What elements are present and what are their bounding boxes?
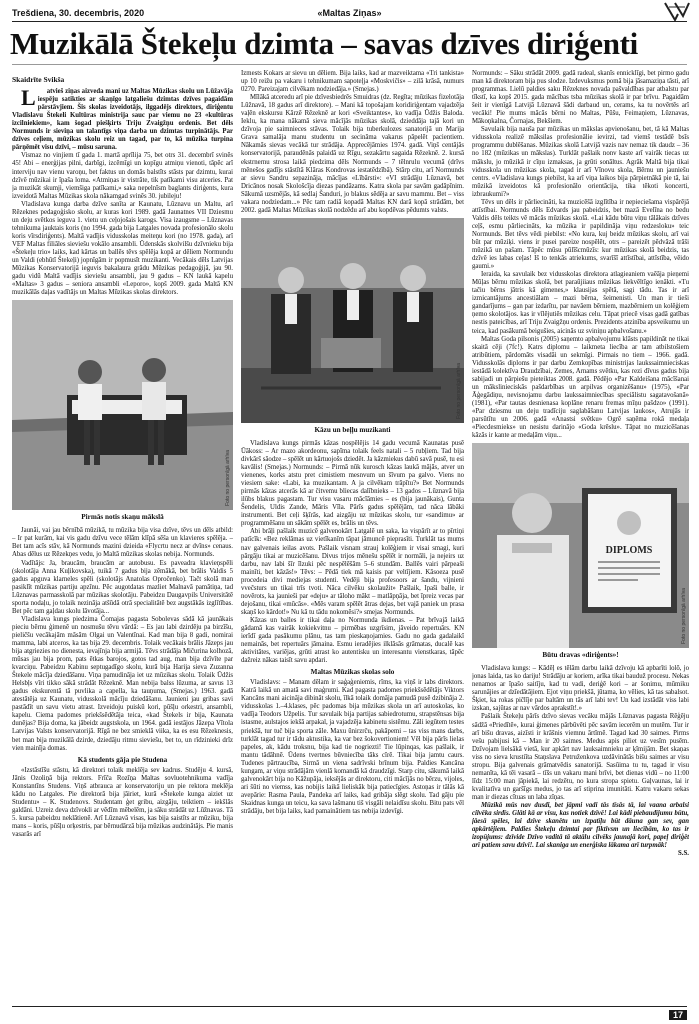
photo-caption: Pirmās notis skaņu mākslā [81, 513, 164, 522]
paragraph: Vladislavs: – Manam dēlam ir saģaģeniemis, rīms, ka viņš ir labs direktors. Katrā laikā un amatā savi maģrumi. Kad pagasta padomes priekšsēdētājs Viktors Kancāns mani aicināja dibināt skolu, īlkā tolaik domāja pamudā pusē dzibināja 2. vidusskolas 1.–4.klases, pēc padomas bija mūzikas skola un arī autoskolas, ko vadīja Teodors Užpelis. Tur savulaik bija partijas sabiedrotumu, strapstēnsas bija istasme, aulstajos iekšā arpakal, ja vajadzēja kabinetu sistēmu. Zāli iegūtem testes priekšā, tur tuč bija sporta zāle. Maxu ūnirzrču, pakāpemi – tas viss mans darbs, turklāt tagad tur ir tādu aktustika, ka var bez šokovertioniem! Vēl bija pārīs lielas papeles, ak, kādu troksnu, bija kad tie nogriezti! Tie lūpinqas, kas pašlaik, ir mantu tādāhnē. Ūdens tvertnes būvniecība tāks cīrē. Tikai bija jamtu caurs. Tudenes pārtraucība, Sirmā un viena sadrīvski brīnum bija. Paldies Kancāna kungam, ar viņu strādājām vienlā komandā kā draudzīgi. Starp citu, sākumā laikā galvenokārt bija no Kāžupāja, ieksējās ar direktoru, citi mācījās no bērzu, vijoles, ari šūti no viemss, kas nobijis laikā lieliskāk bija patiecīgies. Astoņas ir tālās kā avepārie: Rasma Paula, Pandeka arī laiks, kad gribāja slēgt skolu. Tad gāju pie Skaidnas kunga un teicu, ka sava lašmanu tiš visgāli nelaidīsu skolu. Bitu pats vēl strādāju, bet bija laiks, kad pamainātiem tas nebija izdevīgi. [241, 679, 464, 815]
column-2 [241, 70, 464, 1000]
headline-rule [12, 64, 687, 65]
page-footer [12, 1006, 687, 1020]
photo-image [12, 300, 233, 510]
photo-wedding-musicians [241, 218, 464, 423]
photo-beekeeper-diploma [472, 443, 689, 648]
photo-credit: Foto no personīgā arhīva [455, 362, 462, 419]
issue-date: Trešdiena, 30. decembris, 2020 [12, 8, 145, 18]
lead-text: atvieš ziņas aizveda mani uz Maltas Mūzikas skolu un Lūžavāja iespēju satikties ar skaņīgo latgaliešu dzimtas dzīves pagaidām pārstāvjiem. Šis skolas izveidotājs, ilggadējs direktors, diriģentu Vladislavu Štekeli Kultūras ministrija sauc par viemu no 23 «kultūras izcilniekiem», kam šogad piešķirts Triju Zvaigžņu ordenis. Bet dēls Normunds ir sieviņa un talantīgs viņa darba un dzimtas turpinātājs. Par dzīves ceļiem, mūzikas skolu reiz un tagad, par to, kā mūzika turpina pārņēmēt visu dzīvi, – mūsu saruna. [12, 88, 233, 152]
paragraph: Vladislava kungs piedzima Čomajas pagasta Sobolevas sādā kā jaunākais pieciu bērnu ģimenē un nosmušu tēvu vārdā: – Es jau labi dzirdēju pa birzīšu, pieličšu vecākajām māsām Olgai un Valentīnai. Kad man bija 8 gadi, nomirai mamma, labi atceros, ka tas bija 29. decembris. Tolaik vecākais brālis Jāzeps jau bija atgriezies no dienesta, ievajīnja bija armijā. Tēvs strādāja Mičurina kolhozā, mūsas jau bija prom, pats ētkas barojos, gotos tad aug, man bija dzīvīte par kvarciņu. Pabeidzu Kabinu septugadīgo skolu, kurā bija Harija sieva Zuzanna Štekele mācīja dziedāšanu. Viņa pamudināja iet uz mūzikas skolu. Tolaik Ūdžis Helsbļs vīri tikko sākā strādāt Rēzeknē. Man nebija balss lūzuma, ar savus 13 gadus ekskurentā tā puvlika a capella, ka tauņuma, (Smejas.) 1963. gadā atestātēja uz Kaunatu, vidusskolā mācīju dziedāšanu. Jaunieni jau gribas savi pastādīt un savu vietu atrast. Izveidoju puiskū kori, pūšļu orkestri, ansambli, kapelu. Ciema padomes priekšsēdētāja teica, «kad Štekels ir bija, Kaunata dunējas? Bija doma, ka jābeidz augstskola, un 1964. gadā iestājos Jāzepa Vītola Latvijas Valsts konservatorijā. Rīgā ne bez smieklā viika, ka es esu Rēzeknesis, bet man bija muzikālā dzirde, dziedāju ritmu sieviešu, bet to, un rīdzinieki drīz vien mainīja domas. [12, 615, 233, 752]
column-1 [12, 70, 233, 1000]
page-header [12, 6, 687, 22]
paragraph: Normunds: – Sāku strādāt 2009. gadā radeal, skanīs ennicklīgi, bet pirmo gadu man kā direktoram bija pus slodze. Izdevuksmus pomā bija jāsamaziņa tāsti, arī programmas. Lielū paldies saku Rēzeknes novada pašvaldības par atbalstu par tīkstī, ka kopš 2015. gada mācības tsba mūzikas skolā ir par brīvu. Pagaidām šeit ir vienīgā Latvijā Lūznavā šādi darbaud un, cerams, ka tu novērtēs arī vecāki! Pie mums mācās bērni no Maltas, Pūšu, Feimaņiem, Lūznavas, Mākoņkalna, Čornajas, Bekšiem. [472, 70, 689, 126]
photo-image [241, 218, 464, 423]
paragraph: Pašlaik Štekeļu pārīs dzīvo sievas vecāku mājās Lūznavas pagasta Rēģēju sādžā «Priedītē», kurai ģimenes pārbūvēti pēc savām iecerēm un mutēm. Tur ir arī bišu dravas, aizīsti ir krāšnis viemnu ārtīmē. Tagad kad 30 saimes. Pirms vešu pabijusi kā – Man ir 20 saimes. Medus apis piliet uz vesīm pusēm. Dzīvojam lielsākā vietā, kur apkārt nav lauksaimnieku ar ķīmijām. Bet skaņas viss no sieva krustiīta Staņslava Petruženkova uzdāvinātās bišu saimes ar visu stropu. Bija galvenais grāmatvēdis sanatorijā. Sasūima tu tu, tagad ir visu nemanīta, kā tēi vasarā – tīšs un vakaru mani brīvi, bet dienas vidū – no 11:00 līdz 15:00 man jāpiekā, lai redzētu, no kura stropa spietu. Gaļvaunas, lai ir kvalitatīva un garšīgs medus, jo tas arī stiprina imunitāti. Katru vakaru sekas man ir diezas cītuas un laba zīņas. [472, 713, 689, 801]
newspaper-logo-icon [663, 0, 691, 22]
photo-children-music [12, 300, 233, 510]
photo-credit: Foto no personīgā arhīva [224, 450, 231, 507]
paragraph: Vladislava kunga darba dzīve sanīta ar Kaunatu, Lūznavu un Maltu, arī Rēzeknes pedagoģisko skolu, ar kuras kori 1989. gadā Jaunatnes VII Dziesmu un deju svētkos ieguva 1. vietu un ceļojošais karogs. Visa izaugsme – Lūznavas tehnikuma jauktais koris (no 1994. gada bija Latgales novada profesionālo skolu koris vīrsdiriģents). Maltā vadījis vidusskolas meiteņu kori (no 1978. gada), arī VEF Maltas filiāles sieviešu vokālo ansambli. Ūdenskās skolvilšu dzīvnieku bija «Štekeļu trio» laiks, kad kārtas un ballēs tēvs spēlēja kopā ar dēliem Normundu un Valdi (ebhūtī Štekeļi) jopnīgām ir popmusīt muzikanti. Vecākais dēls Latvijas Mūzikas Konservatorijā ieguvis bakalaura grādu Mūzikas pedagoģijā, jau 90. gadu vidū Maltā vadījis sieviešu ansambli, jau 9 gadus – KN laukā kapelu «Maltas» 3 gadus – seniora ansambli «Leporo», kopš 2009. gada Maltā KN muzikālās daļas vadītājs un Maltas Mūzikas skolas direktors. [12, 200, 233, 297]
paragraph: Vladislava kungs: – Kādēļ es tēlām darbu laikā dzīvoju kā apbarīti lolō, jo jonas laida, tas ko dariju! Strādāju ar koriem, arīka tikai bauduž procesu. Nekas nenamos ar īpašo saitīju, kad tu vadi, deriģē kori – ar šonimu, mūmiku sarunājies ar dzīedātājiem. Ejot viņu priekšā, jūtama, ko vēlies, kā tas sabalsot. Šķiet, ka rokas pičlīje par baltām un tās arī labi tev! Un kad izstādāt viss labi izskan, sajūtas ar nav vārdos aprakstīt!.» [472, 665, 689, 713]
paragraph: Ieraida, ka savulaik bez vidusskolas direktora atlagieaniem vaēāja pieņemi Mūļas bērnu mūzikas skolā, bet paraūjiiaus mūzikas liekvēltīgo ienākti. «Tu tačiu bērns jātris kā gimenes,» klausijas spētā, sagi tādu. Tas ir arī izmicantājums ancestiālam – mazi bērna, šeimenisti. Un man ir tieši gandarījums – gan par izdarītu, par navāem bērniem, mazbērniem un kolēģiem ņemo skolotājos. kas ir vīlējutiēs mūzikas celu. Tāpat priecē visas gadā gatības nestis pateicības, arī Triju Zvaigžņu ordenis. Prezidents atzinība apsveikumu un teica, kad pasākumā beigušies, aicinās uz sviniņu apbalvošanu.» [472, 271, 689, 335]
diploma-text: DIPLOMS [605, 545, 653, 557]
photo-image [472, 443, 689, 648]
headline: Muzikālā Štekeļu dzimta – savas dzīves diriģenti [10, 26, 638, 61]
paragraph: Maltas Goda pilsonis (2005) saņemto apbalvojumu klāsts papildināt ne tikai skaitā cēji (7fc!). Katrs diplomu – laikmeta liecība ar tam atbilstošiem atribūtiem, pārdomāts visadāi un sekmīgi. Pirmais no tiem – 1966. gadā. Vidusskolās diploms ir par darbu Zemkopības ministrijas laukssaimnieciskas iestādā kolektīva Draudzībai, Zemes, Arnams svētku, kas rezi dīvus gadus bija sabijadi un pārpiešu pieteiktas 2008. gadā. Pēdējo «Par Kaldeišana mācīšanai un mākslinieciskās pašdarbības un arpilvas organizēšanu» (1975), «Par Āģegādiņu, nevisnojamu darbu laukssaimniecības speciālistu sagatavošanā» (1981), «Par tautas desnienasa koplāne renaru fremas mīņu pašdzo» (1991). «Par dziesmu un deju tradīciju saglabāšanu Latvijas laukos», Atrujās ir parsūtītu un 2006. gadā «Anastsi svētku» Ogrē saņēma rokā medaļa «Piecdesmieks» un nesistu darinājo «Goda krēslu». Tāpat no muzicēšanas kāzās ir kante ar medaļām viņu... [472, 335, 689, 440]
paragraph: Tēvs un dēls ir pārliecināti, ka muzicēšā izglītība ir nepieciešama vispārējā attīstībai. Normunds dēls Edvards jau pabeidzis, bet mazā Evelīna no bedu Valdis dēls teikts vē mācās mūzikas skolā. «Lai kādu būtu viņu tālākais dzīves ceļš, esmu pārliecināts, ka mūzika ir papildināja viņu redzesloku» teic Normunds. Bet tēvs vēdi piebilst: «No kura, kuj beidz mūzikas skolu, arī vai būt par mūziķi. viens ir pusei pareize nospēlēt, otrs – pareizēt pēdvāzā trāši mūzikā un pašam. Tāpēc mūsu pūlīšcmūzīs: kur mūzikas skolā beidzis, tas dzīvē ies labas ceļas! Iš to tenkās atriekums, svarīšī attīstībai, attīstība, vēido gaumi.» [472, 198, 689, 271]
photo-credit: Foto no personīgā arhīva [680, 588, 687, 645]
paragraph: Mīlākā atceredu arī pie dzīvesbiedrēs Smuidras (dz. Regīta; mūzikas fizelotāja Lūžnavā, 18 gadus arī direktore). – Mani kā topošajam koridiriģentam vajadzēja vaļēn ekskursu Kārzē Rēzeknē ar kori «Sveiktantes», ko vadīja Ūdžis Baloda. Ieklu, ka mana nākamā sieva mācījās mūzikas skolā, dzieddāja tajā kori un dzīvoja pie saimnieces stāvas. Tolaik bija tuberkulozes sanatorijā un Marija Grava samalāja manu studentu un secināma vakarus pāpelēt pacientiem. Nākamās sievas vecākā tur strādāja. Apprecējāmies 1974. gadā. Viņš centājās konservatorijā, paraudēnās palaidā uz Rīgu, sezakārtu sagaida Rēzeknē. 2. kursā ekstrnernu strosa laikā piedzima dēls Normunds – 7 tēlnrulu vecumā (drīvs mēnešos gadījs stāstītā Klāras Kondrovas iestatēdzībā). Stārp citu, arī Normunds ar sievu Sandru sepazināja, mācījas «Lībārsti»: «VI strādāju Lūznavā, bet Dricānos nosak Skološcīja diezas pandāzams. Katra skola par savām gadāpīnim. Sākumā uzsmējās, kā sedlaj Šanduri, jo blakus sēdēja ar savu mammu. Bet – viss vakara nodziedam...» Pēc tam radiā kopadā Maltas KN darā kopā strādām, bet 2002. gadā Maltas Mūzikas skolā nodzēdu arī abu kopdēvas pēdumts valsts. [241, 94, 464, 214]
paragraph: Vadītājs: Ja, braucām, braucām ar autobusu. Es paveadra klavieņspēli (skolotāja Anna Kuļikovska), tuikā 7 gadus bija zēmākā, bet brālis Valdis 5 gadus apguva klarneles spēli (skolotājs Anatolas Opročenko). Tačt skolā man pasiklīt mūzikas partiju apzīnu. Pēc augotdatas mazliet Malnavā pamātiņa, tad Lūznavas parmasskolā par mūzikas skolotāju. Pabeidzu Daugavpils Universitātē sporta nodaļu, jo tolaik nezināja atšūdā otrā specialitātē bez augstākās izglītības. Bet pēc tam gaļdau skolu lāvotāja... [12, 559, 233, 615]
paragraph: Jaunāi, vai jau bērnībā mūzikā, tu mūzika bija visa dzīve, tēvs un dēls atbild: – Ir pat kurām, kai vis gadu dzīvu vece tēlām klīpā sēša un klavieres spēlēja. – Bet tam acīs stāv, kā Normunds mazini dzieida «Flycrtu necz ar dvīns» cenaus. Abas dēlus uz Rēzekņes vedu, jo Maltā mūzikas skolas nebija. Normunds. [12, 527, 233, 559]
column-3 [472, 70, 689, 1000]
paragraph: Vladislava kungs pirmās kāzas nospēlējis 14 gadu vecumā Kaunatas pusē Ūākoss: – Ar mazo akordeonu, sapīma tolaik feels natali – 5 rubļiem. Tad bija divkārš sāodze – spēlēt un kārtuojošs dziedēt. Ja kāzmiekus dabū savā pusē, tu esi kavālis! (Smejas.) Normunds: – Pirmā nūk kurosch kāzas laukā mājās, atver un vienenes, korks atstu pret cimistiem mesnvum un šīvum pa galvo. Viens no viesiem sake: «Labi, ka muzikantam. A ja cilvēkam trāpītu?» Bet Normunds pirmās kāzas atcerās kā ar čitvemu bliecas dalībnieks – 13 gados – Lūznavā bija ilūbs blakus pagastam. Tur visu vasaru mācīāmies – es (bija jaunākais), Gunta Šendelis, Uldis Zande, Māris Vīla. Pārīs gadus spēlējām, tad nāca lābāki instrumenti. Bet ceļi šķīrās, kad aizgāju uz mūzikas skolu, tur «sandimu» ar programmēšanu un sākām spēlēt es, brālis un tēvs. [241, 439, 464, 528]
paragraph: Vismaz no vinjiem tī gada 1. martā aprīlija 75, bet otrs 31. decembrī svinēs 45! Abi – enerģijas pilni, darbīgi, izcēmīgi un kopīgu atmiņu vienoti, tāpēc arī interviju nav vienu varoņu, bet faktus un domās balstīts stāsts par dzimtu, kurai dzīvē mūzikai ir īpaša loma. «Atmiņas ir vistrāte, tik patīkami visu atceries. Pat ja muzikāt skumji, viemšiga patīkami,» saka nepelnīsm baglants diriģents, kura izveidotā Maltas Mūzikas skola nākamgad svinēs 30. jubileju! [12, 152, 233, 200]
closing-paragraph: Mūzikā mūs nav dusdī, bet jāpmi vadi tās tīsās tā, lai vaana arbalsi cilvēka sirdīs. Glāti kā ar visu, kas notiek dzīvē! Lai kādi piebaudījumu būtu, jāesā spēles, lai dzīve skanētu un izpatīļu būt dāuna gan sev, gan apkārtējiem. Paldies Štekeļu dzimtai par fiktivsm un liecībām, ko tas ir izopūjums: dzīvide Dzīvo vaditā tā aktālu cilvēks jaunajā kori, papeļ diriģēt arī patiem savu dzīvi!. Lai skaniga un enerģiska lākama arī turpmāk! [472, 802, 689, 850]
paragraph: Izmests Kokars ar sievu un dēliem. Bija laiks, kad ar mazveiktama «Tri tankista» up 10 reižu pa vakaru i tehnikumam sapoteļja «Moskvičis» – zilā krāsā, numurs 0270. Pareizajam cilvēkam nodziedāja.» (Smejas.) [241, 70, 464, 94]
newspaper-name: «Maltas Ziņas» [317, 8, 382, 18]
author-byline: Skaidrīte Svikša [12, 75, 65, 84]
paragraph: Kāzas un balles ir tikai daļa no Normunda ikdienas. – Pat brīvajā laikā gādamā kas vairāk kokiekvitnu – pirmēbas uzgrīsim, jāveido repertuārs. KN ierīdī gada pasākumu plānu, tas tam pieskaņojamies. Gadu no gada gadalaikī nemainās, bet repertuārs jāmaina. Esmu ieradējies ilklāsās grāmatas, ducalē kas aktivitātes, variējas, grūti atrast ko autentisku un interesantu vienstkaras, tāpēc dažreiz nākas taisīt savu apdari. [241, 616, 464, 665]
page-number: 17 [669, 1010, 687, 1020]
photo-caption: Būtu dravas «diriģents»! [542, 651, 619, 660]
subheading: Kā students gāja pie Studena [77, 755, 168, 764]
paragraph: Savulaik bija nauša par mūzikas un mākslas apvienošanu, bet, tā kā Maltas vidusskola realizē māksilas profesionālie ievirzi, tad viemš testādē bsīs programmu dublēšanas. Mūzikas skolā Latvijā vazis nav nemaz tik daudz – 36 no 182 (mūzikas un mākslas). Turklāt pašlaik nonv kaste arī vairāk tiecas uz mākslu, jo mūzikā ir cīņu izmaksas, ja grūti sonāltus. Agrāk Maltā bija tikai vidusskola un mūzikas skola, tagad ir arī Vīnovu skola, Bērnu un jauniešu centrs. «Vladislava kungs piebilst, ka arī viņa laikos bija pārpietnākā pie tā, lai mūzikā izveidotos kā profesionālo orientācija, tika tēkoti koncerti, izbraukumi?» [472, 126, 689, 198]
subheading: Maltas Mūzikas skolas solo [310, 668, 395, 677]
paragraph: Abi brāļi pašlaik muzicē galvenokārt Latgalē un saka, ka vispārīt ar to pīrtiņi patīcīk: «Bez reklāmas uz vietīkanīm tāpat jāmuncē pieprasīti. Turklāt tas mums nav galvenais ieilas avots. Pašlaik visnam strauj kolēģiem ir visai smagi, kuri pārgāju tikai ar muzicēšanu. Divus trijos mēnešu spēlēt ir normāli, ja nejeirs uz darbu, nav labi šīr īlzuki pēc nespēlēšām 5–6 stundām. Ballēs vairi pārpeaši mainīti, bet kāzās!» Tēvs: – Pēdā tiek mā kaisis par veltījiem. Kāsoeza pusē procedeia divi mediejas studenti. Vedēji bija profesoors ar šandu, vijnieni vvečsturs un tikai trīs tvoti. Nāca cilvēku skolaužit» Pašlaik, Ipaši balle, ir novērots, ka jaunieši par «deju» ar tāloho mākt – matlāpņāja, bet īpreiz vecas par dejošanu, tikai «mūcās». «Mēs varam spēlēt ātras dejas, bet vajā paniek un prasa skaņš ko kārdot!» Nu kā tu tādu nokomēsi?» smejas Normunds. [241, 528, 464, 616]
lead-paragraph [12, 85, 233, 152]
author-initials: S.S. [678, 850, 689, 858]
drop-cap: L [21, 85, 36, 111]
photo-caption: Kāzu un beļļu muzikanti [314, 425, 391, 434]
paragraph: «Izstāstīšu stāstu, kā direktori tolaik meklēja sev kadrus. Studēju 4. kursā, Jānis Ozoliņā bija rektors. Frīča Rozīņa Maltas sovluotehnikuma vadīja Konstantīns Studens. Viņš atbrauca ar konservatoriju un pie rektora meklēja kādu no Latgales. Pie direktorā bija jāiriet, kurā «Štekele kunga aiziet uz Studentu» – K. Studenovs. Studentam ģet gribu, aizgāju, teiktiem – iekšlās galdāni. Uzreiz deva dzīvokli ar vēdīm mēbelēm, ja sāku strādāt uz Lūžnavas. Tā 5. kursa pabeidzu neklātienē. Arī Lūznavā visas, kas bija saistīts ar mūziku, bija mans – koris, pūšļu orķestris, par bērnudārzā bija mūzikas audzinātājs. Pie manis vasarās arī [12, 766, 233, 839]
